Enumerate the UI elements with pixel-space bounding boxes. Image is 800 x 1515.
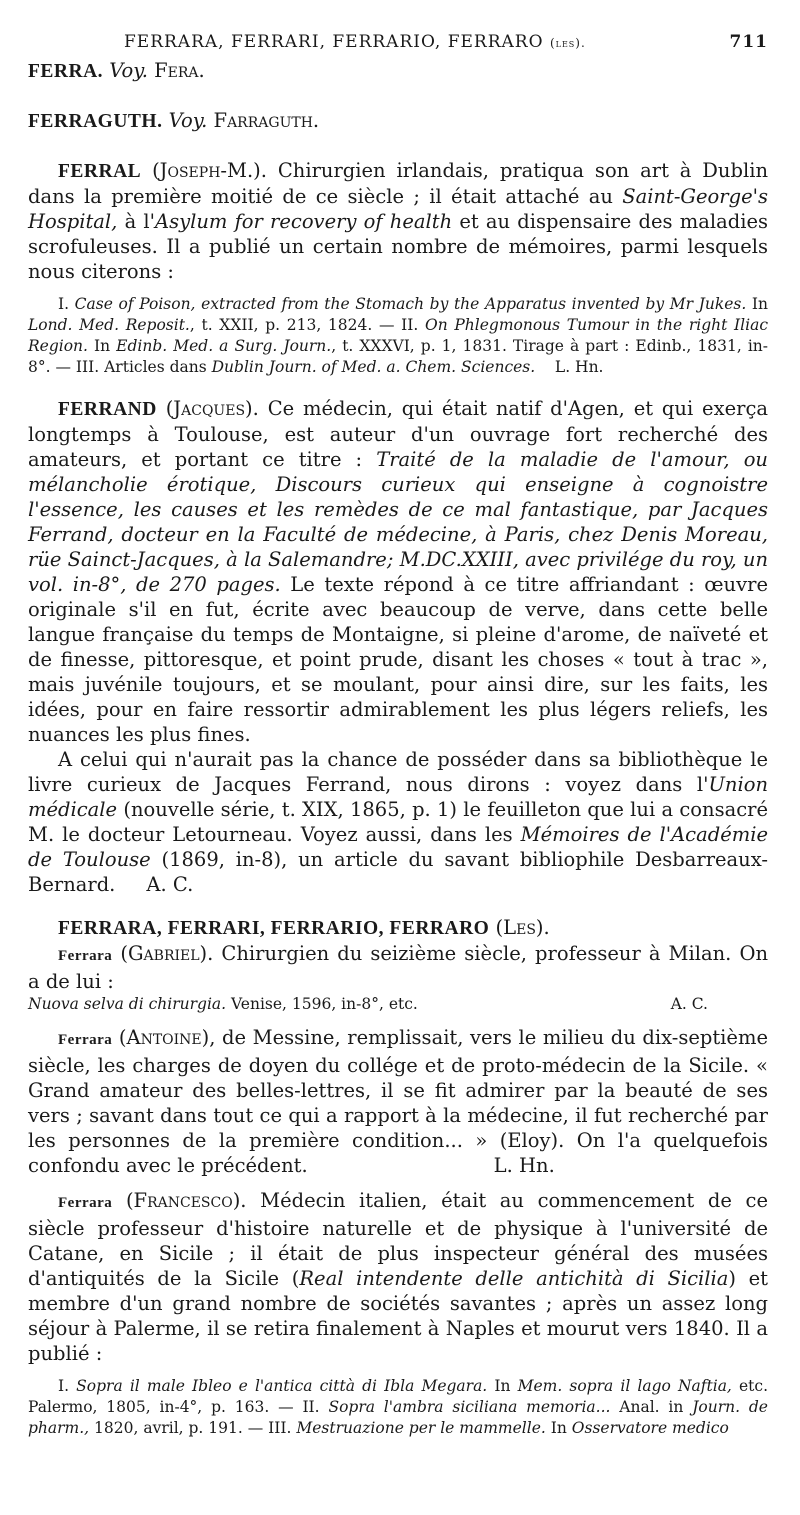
running-title: FERRARA, FERRARI, FERRARIO, FERRARO (les). [124,32,586,52]
entry-ferrand: FERRAND (Jacques). Ce médecin, qui était natif d'Agen, et qui exerça longtemps à Toulouse, est auteur d'un ouvrage fort recherché des amateurs, et portant ce titre : Traité de la maladie de l'amour, ou mélancholie érotique, Discours curieux qui enseigne à cognoistre l'essence, les causes et les remèdes de ce mal fantastique, par Jacques Ferrand, docteur en la Faculté de médecine, à Paris, chez Denis Moreau, rüe Sainct-Jacques, à la Salemandre; M.DC.XXIII, avec privilége du roy, un vol. in-8°, de 270 pages. Le texte répond à ce titre affriandant : œuvre originale s'il en fut, écrite avec beaucoup de verve, dans cette belle langue française du temps de Montaigne, si pleine d'arome, de naïveté et de finesse, pittoresque, et point prude, disant les choses « tout à trac », mais juvénile toujours, et se moulant, pour ainsi dire, sur les faits, les idées, pour en faire ressortir admirablement les plus légers reliefs, les nuances les plus fines. [28,397,768,746]
entry-ferrara-group: FERRARA, FERRARI, FERRARIO, FERRARO (Les). [58,916,550,939]
signature: A. C. [146,873,194,896]
entry-ferrara-francesco: Ferrara (Francesco). Médecin italien, était au commencement de ce siècle professeur d'histoire naturelle et de physique à l'université de Catane, en Sicile ; il était de plus inspecteur général des musées d'antiquités de la Sicile (Real intendente delle antichità di Sicilia) et membre d'un grand nombre de sociétés savantes ; après un assez long séjour à Palerme, il se retira finalement à Naples et mourut vers 1840. Il a publié : [28,1189,769,1365]
signature: L. Hn. [554,358,604,376]
entry-ferra: FERRA. Voy. Fera. [28,59,205,82]
entry-ferrara-gabriel: Ferrara (Gabriel). Chirurgien du seizième siècle, professeur à Milan. On a de lui : [28,942,768,993]
headword: FERRAND [58,399,157,420]
headword: FERRAL [58,161,142,182]
ferral-bibliography: I. Case of Poison, extracted from the Stomach by the Apparatus invented by Mr Jukes. In Lond. Med. Reposit., t. XXII, p. 213, 1824. — II. On Phlegmonous Tumour in the right Iliac Region. In Edinb. Med. a Surg. Journ., t. XXXVI, p. 1, 1831. Tirage à part : Edinb., 1831, in-8°. — III. Articles dans Dublin Journ. of Med. a. Chem. Sciences. L. Hn. [28,295,768,376]
signature: A. C. [670,995,708,1013]
headword: Ferrara [58,948,113,964]
page-number: 711 [729,32,768,52]
headword: FERRAGUTH. [28,111,163,132]
ferrand-paragraph-2: A celui qui n'aurait pas la chance de posséder dans sa bibliothèque le livre curieux de Jacques Ferrand, nous dirons : voyez dans l'Union médicale (nouvelle série, t. XIX, 1865, p. 1) le feuilleton que lui a consacré M. le docteur Letourneau. Voyez aussi, dans les Mémoires de l'Académie de Toulouse (1869, in-8), un article du savant bibliophile Desbarreaux-Bernard. A. C. [28,748,769,896]
ferrara-francesco-bibliography: I. Sopra il male Ibleo e l'antica città di Ibla Megara. In Mem. sopra il lago Naftia, etc. Palermo, 1805, in-4°, p. 163. — II. Sopra l'ambra siciliana memoria... Anal. in Journ. de pharm., 1820, avril, p. 191. — III. Mestruazione per le mammelle. In Osservatore medico [28,1377,769,1437]
page [28,22,768,1439]
entry-ferral: FERRAL (Joseph-M.). Chirurgien irlandais, pratiqua son art à Dublin dans la première moitié de ce siècle ; il était attaché au Saint-George's Hospital, à l'Asylum for recovery of health et au dispensaire des maladies scrofuleuses. Il a publié un certain nombre de mémoires, parmi lesquels nous citerons : [28,159,769,283]
headword: Ferrara [58,1032,113,1048]
headword: FERRARA, FERRARI, FERRARIO, FERRARO [58,918,490,939]
headword: FERRA. [28,61,104,82]
entry-ferrara-antoine: Ferrara (Antoine), de Messine, remplissait, vers le milieu du dix-septième siècle, les charges de doyen du collége et de proto-médecin de la Sicile. « Grand amateur des belles-lettres, il se fit admirer par la beauté de ses vers ; savant dans tout ce qui a rapport à la médecine, il fut recherché par les personnes de la première condition... » (Eloy). On l'a quelquefois confondu avec le précédent. L. Hn. [28,1026,768,1177]
headword: Ferrara [58,1195,113,1211]
running-header [28,22,768,58]
entry-ferraguth: FERRAGUTH. Voy. Farraguth. [28,109,320,132]
ferrara-gabriel-bibliography: Nuova selva di chirurgia. Venise, 1596, in-8°, etc. A. C. [28,994,768,1015]
signature: L. Hn. [493,1154,555,1177]
